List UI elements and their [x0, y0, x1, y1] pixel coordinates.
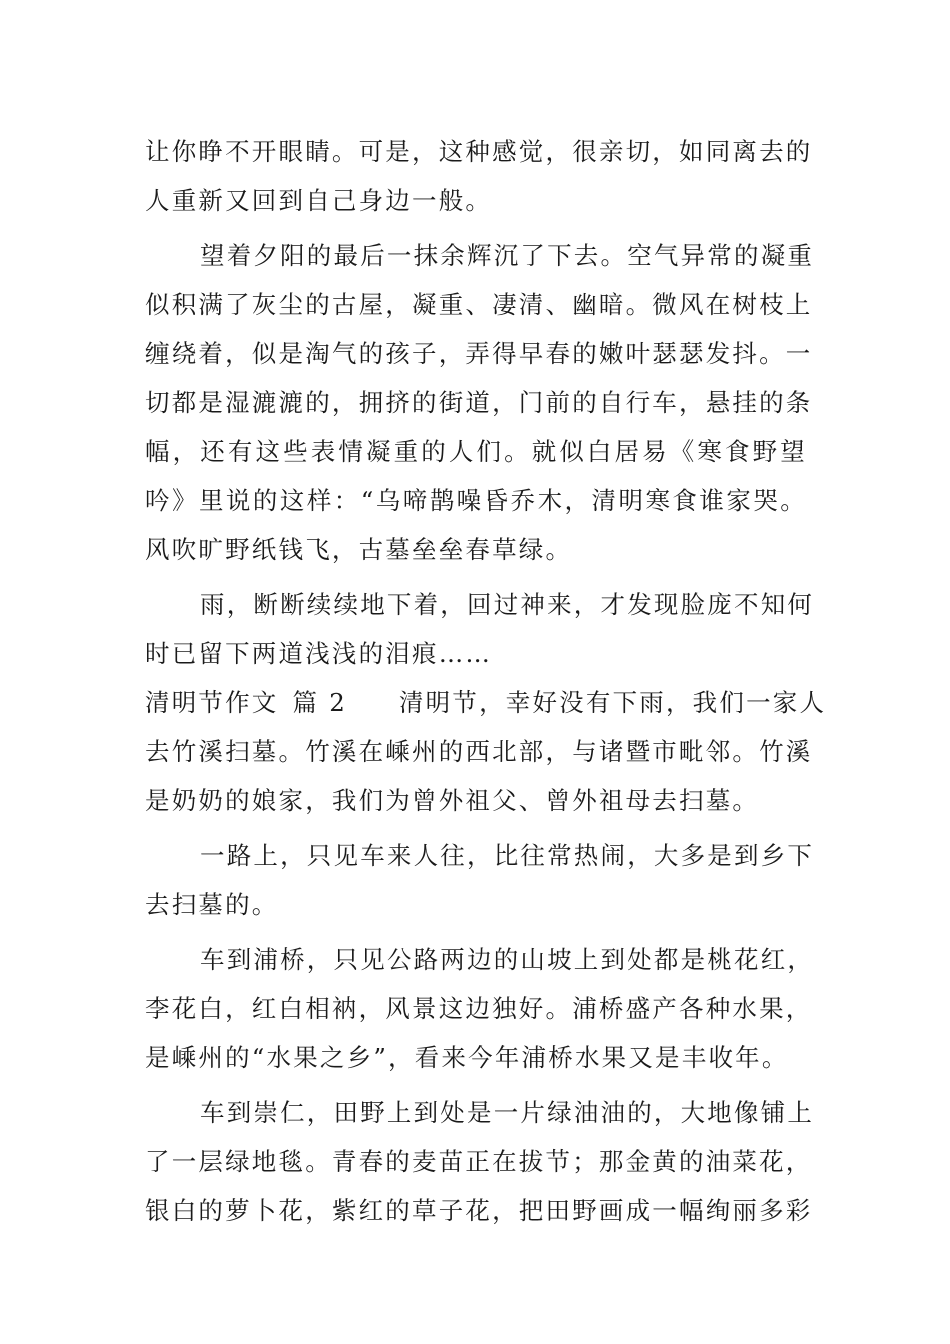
section-first-text: 清明节，幸好没有下雨，我们一家人	[398, 688, 827, 717]
text-line: 时已留下两道浅浅的泪痕……	[145, 639, 493, 668]
text-line: 一路上，只见车来人往，比往常热闹，大多是到乡下	[200, 841, 815, 870]
text-line: 雨，断断续续地下着，回过神来，才发现脸庞不知何	[200, 590, 815, 619]
text-line: 让你睁不开眼睛。可是，这种感觉，很亲切，如同离去的	[145, 137, 813, 166]
text-line: 似积满了灰尘的古屋，凝重、凄清、幽暗。微风在树枝上	[145, 290, 813, 319]
text-line: 风吹旷野纸钱飞，古墓垒垒春草绿。	[145, 535, 573, 564]
text-line: 是嵊州的“水果之乡”，看来今年浦桥水果又是丰收年。	[145, 1043, 789, 1072]
section-heading-line	[145, 678, 827, 727]
text-line: 车到浦桥，只见公路两边的山坡上到处都是桃花红，	[200, 945, 815, 974]
text-line: 望着夕阳的最后一抹余辉沉了下去。空气异常的凝重	[200, 241, 815, 270]
document-page	[145, 127, 827, 1235]
text-line: 李花白，红白相衲，风景这边独好。浦桥盛产各种水果，	[145, 994, 813, 1023]
text-line: 车到崇仁，田野上到处是一片绿油油的，大地像铺上	[200, 1098, 815, 1127]
section-title: 清明节作文	[145, 688, 279, 717]
text-line: 是奶奶的娘家，我们为曾外祖父、曾外祖母去扫墓。	[145, 786, 760, 815]
section-number: 篇 2	[292, 688, 347, 717]
text-line: 去竹溪扫墓。竹溪在嵊州的西北部，与诸暨市毗邻。竹溪	[145, 737, 813, 766]
text-line: 缠绕着，似是淘气的孩子，弄得早春的嫩叶瑟瑟发抖。一	[145, 339, 813, 368]
text-line: 人重新又回到自己身边一般。	[145, 186, 493, 215]
text-line: 吟》里说的这样：“乌啼鹊噪昏乔木，清明寒食谁家哭。	[145, 486, 807, 515]
text-line: 幅，还有这些表情凝重的人们。就似白居易《寒食野望	[145, 437, 807, 466]
text-line: 银白的萝卜花，紫红的草子花，把田野画成一幅绚丽多彩	[145, 1196, 813, 1225]
text-line: 切都是湿漉漉的，拥挤的街道，门前的自行车，悬挂的条	[145, 388, 813, 417]
text-line: 了一层绿地毯。青春的麦苗正在拔节；那金黄的油菜花，	[145, 1147, 813, 1176]
text-line: 去扫墓的。	[145, 890, 279, 919]
